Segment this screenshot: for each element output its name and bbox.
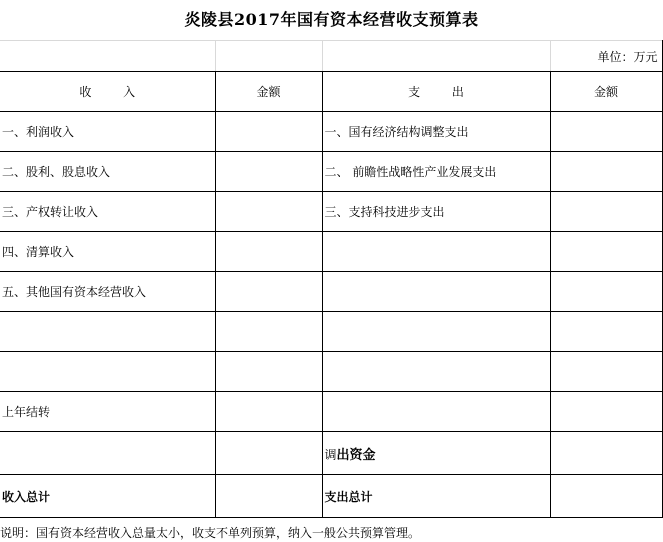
- expense-total-label[interactable]: 支出总计: [322, 475, 550, 518]
- expense-amount[interactable]: [550, 272, 662, 312]
- income-total-label[interactable]: 收入总计: [0, 475, 215, 518]
- header-income[interactable]: 收 入: [0, 72, 215, 112]
- expense-amount[interactable]: [550, 112, 662, 152]
- expense-amount[interactable]: [550, 232, 662, 272]
- blank-cell[interactable]: [0, 432, 215, 475]
- footnote: 说明：国有资本经营收入总量太小，收支不单列预算，纳入一般公共预算管理。: [0, 526, 421, 540]
- blank-cell[interactable]: [550, 432, 662, 475]
- income-amount[interactable]: [215, 352, 322, 392]
- expense-amount[interactable]: [550, 192, 662, 232]
- income-item[interactable]: 四、清算收入: [0, 232, 215, 272]
- income-amount[interactable]: [215, 312, 322, 352]
- header-expense-amount[interactable]: 金额: [550, 72, 662, 112]
- expense-amount[interactable]: [550, 312, 662, 352]
- table-row: [0, 112, 662, 152]
- table-row: [0, 192, 662, 232]
- table-row: [0, 232, 662, 272]
- blank-cell[interactable]: [215, 41, 322, 72]
- expense-item[interactable]: [322, 232, 550, 272]
- unit-row: [0, 41, 662, 72]
- income-amount[interactable]: [215, 392, 322, 432]
- table-row: [0, 352, 662, 392]
- income-item[interactable]: 二、股利、股息收入: [0, 152, 215, 192]
- header-income-amount[interactable]: 金额: [215, 72, 322, 112]
- income-item[interactable]: [0, 352, 215, 392]
- income-item[interactable]: 五、其他国有资本经营收入: [0, 272, 215, 312]
- table-row: [0, 312, 662, 352]
- blank-cell[interactable]: [215, 432, 322, 475]
- income-item[interactable]: 上年结转: [0, 392, 215, 432]
- blank-cell[interactable]: [322, 41, 550, 72]
- income-item[interactable]: [0, 312, 215, 352]
- expense-amount[interactable]: [550, 152, 662, 192]
- expense-amount[interactable]: [550, 392, 662, 432]
- income-amount[interactable]: [215, 232, 322, 272]
- expense-amount[interactable]: [550, 352, 662, 392]
- budget-table: [0, 40, 663, 518]
- expense-item[interactable]: 一、国有经济结构调整支出: [322, 112, 550, 152]
- income-item[interactable]: 三、产权转让收入: [0, 192, 215, 232]
- table-title: 炎陵县2017年国有资本经营收支预算表: [184, 10, 479, 29]
- income-item[interactable]: 一、利润收入: [0, 112, 215, 152]
- income-amount[interactable]: [215, 272, 322, 312]
- table-row: [0, 272, 662, 312]
- table-row: [0, 152, 662, 192]
- expense-total-amount[interactable]: [550, 475, 662, 518]
- transfer-rest: 出资金: [336, 447, 376, 463]
- blank-cell[interactable]: [0, 41, 215, 72]
- table-row: [0, 392, 662, 432]
- expense-item[interactable]: [322, 272, 550, 312]
- transfer-row: [0, 432, 662, 475]
- expense-item[interactable]: [322, 392, 550, 432]
- income-amount[interactable]: [215, 192, 322, 232]
- expense-item[interactable]: 三、支持科技进步支出: [322, 192, 550, 232]
- expense-item[interactable]: [322, 312, 550, 352]
- income-amount[interactable]: [215, 112, 322, 152]
- unit-label[interactable]: 单位：万元: [550, 41, 662, 72]
- header-row: [0, 72, 662, 112]
- expense-item[interactable]: [322, 352, 550, 392]
- transfer-prefix: 调: [324, 447, 337, 462]
- header-expense[interactable]: 支 出: [322, 72, 550, 112]
- income-amount[interactable]: [215, 152, 322, 192]
- transfer-out-cell[interactable]: [322, 432, 550, 475]
- expense-item[interactable]: 二、 前瞻性战略性产业发展支出: [322, 152, 550, 192]
- total-row: [0, 475, 662, 518]
- income-total-amount[interactable]: [215, 475, 322, 518]
